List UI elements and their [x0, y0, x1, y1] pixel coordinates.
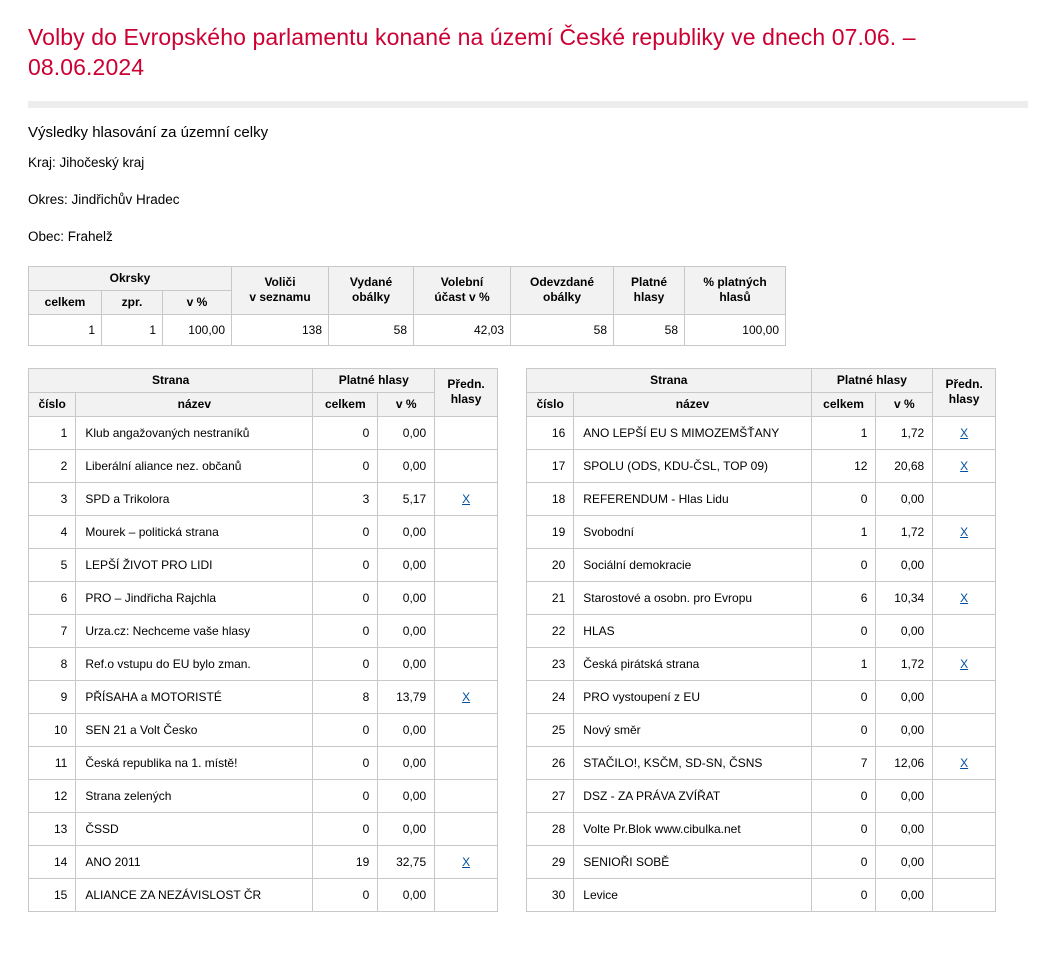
- cell-party-votes: 0: [811, 713, 876, 746]
- table-row: [29, 515, 498, 548]
- cell-party-votes: 8: [313, 680, 378, 713]
- cell-party-number: 20: [527, 548, 574, 581]
- cell-party-name: Klub angažovaných nestraníků: [76, 416, 313, 449]
- cell-party-name: Mourek – politická strana: [76, 515, 313, 548]
- cell-party-name: SPD a Trikolora: [76, 482, 313, 515]
- cell-precincts-total: 1: [29, 314, 102, 345]
- cell-party-pct: 1,72: [876, 515, 933, 548]
- header-valid-pct-line2: hlasů: [719, 290, 751, 305]
- table-row: [527, 647, 996, 680]
- cell-preferential-votes[interactable]: [933, 647, 996, 680]
- header-returned-line2: obálky: [542, 290, 581, 305]
- cell-party-number: 5: [29, 548, 76, 581]
- table-row: [29, 812, 498, 845]
- table-row: [29, 482, 498, 515]
- cell-party-votes: 0: [313, 647, 378, 680]
- cell-party-votes: 0: [313, 812, 378, 845]
- party-rows-left: [29, 416, 498, 911]
- cell-preferential-votes: [435, 581, 498, 614]
- location-municipality: Obec: Frahelž: [28, 228, 113, 244]
- cell-valid-votes-pct: 100,00: [685, 314, 786, 345]
- cell-party-name: Sociální demokracie: [574, 548, 811, 581]
- cell-party-pct: 0,00: [876, 614, 933, 647]
- header-issued-envelopes: [329, 266, 414, 314]
- table-row: [29, 845, 498, 878]
- table-row: [527, 878, 996, 911]
- cell-party-name: Liberální aliance nez. občanů: [76, 449, 313, 482]
- cell-preferential-votes: [933, 548, 996, 581]
- header-pref-line2: hlasy: [948, 392, 980, 407]
- cell-party-number: 7: [29, 614, 76, 647]
- table-row: [527, 416, 996, 449]
- table-row: [29, 416, 498, 449]
- cell-party-name: Česká pirátská strana: [574, 647, 811, 680]
- cell-party-pct: 0,00: [378, 449, 435, 482]
- header-valid-pct-line1: % platných: [703, 275, 767, 290]
- cell-party-votes: 0: [313, 548, 378, 581]
- cell-party-number: 24: [527, 680, 574, 713]
- title-divider: [28, 101, 1028, 108]
- table-header-row: [527, 368, 996, 392]
- party-rows-right: [527, 416, 996, 911]
- cell-preferential-votes[interactable]: [435, 482, 498, 515]
- header-okrsky-group: Okrsky: [29, 266, 232, 290]
- table-row: [527, 515, 996, 548]
- table-row: [29, 878, 498, 911]
- header-party-group-left: Strana: [29, 368, 313, 392]
- cell-valid-votes: 58: [614, 314, 685, 345]
- cell-preferential-votes: [933, 713, 996, 746]
- cell-party-votes: 12: [811, 449, 876, 482]
- header-party-name-right: název: [574, 392, 811, 416]
- header-party-number-left: číslo: [29, 392, 76, 416]
- table-row: [527, 812, 996, 845]
- header-valid-votes-group-left: Platné hlasy: [313, 368, 435, 392]
- cell-party-name: ANO LEPŠÍ EU S MIMOZEMŠŤANY: [574, 416, 811, 449]
- cell-party-number: 22: [527, 614, 574, 647]
- header-valid-votes-group-right: Platné hlasy: [811, 368, 933, 392]
- page-title: Volby do Evropského parlamentu konané na území České republiky ve dnech 07.06. – 08.06.2024: [28, 24, 916, 81]
- table-row: [29, 746, 498, 779]
- cell-party-votes: 0: [811, 878, 876, 911]
- header-party-votes-left: celkem: [313, 392, 378, 416]
- table-header-subrow: [29, 392, 498, 416]
- cell-party-number: 11: [29, 746, 76, 779]
- cell-party-name: Ref.o vstupu do EU bylo zman.: [76, 647, 313, 680]
- cell-preferential-votes: [435, 614, 498, 647]
- header-valid-votes: [614, 266, 685, 314]
- party-results-section: [28, 368, 1023, 912]
- cell-party-votes: 19: [313, 845, 378, 878]
- cell-party-pct: 0,00: [378, 713, 435, 746]
- cell-party-votes: 0: [313, 614, 378, 647]
- cell-precincts-pct: 100,00: [163, 314, 232, 345]
- cell-party-name: Urza.cz: Nechceme vaše hlasy: [76, 614, 313, 647]
- cell-preferential-votes: [933, 812, 996, 845]
- table-header-row: [29, 368, 498, 392]
- cell-party-number: 10: [29, 713, 76, 746]
- cell-party-pct: 0,00: [876, 779, 933, 812]
- cell-preferential-votes[interactable]: [933, 416, 996, 449]
- table-header-subrow: [527, 392, 996, 416]
- cell-party-pct: 0,00: [378, 812, 435, 845]
- header-returned-line1: Odevzdané: [529, 275, 595, 290]
- header-turnout-line2: účast v %: [434, 290, 490, 305]
- table-header-row: [29, 266, 786, 290]
- cell-party-votes: 0: [811, 680, 876, 713]
- header-precincts-pct: v %: [163, 290, 232, 314]
- cell-party-number: 15: [29, 878, 76, 911]
- cell-party-pct: 0,00: [876, 878, 933, 911]
- header-pref-line1: Předn.: [945, 377, 983, 392]
- cell-party-number: 8: [29, 647, 76, 680]
- cell-party-pct: 1,72: [876, 647, 933, 680]
- preferential-votes-link[interactable]: X: [960, 524, 969, 539]
- table-row: [527, 482, 996, 515]
- cell-party-votes: 0: [811, 779, 876, 812]
- cell-party-votes: 1: [811, 647, 876, 680]
- header-preferential-votes-right: [933, 368, 996, 416]
- cell-party-pct: 32,75: [378, 845, 435, 878]
- cell-party-name: DSZ - ZA PRÁVA ZVÍŘAT: [574, 779, 811, 812]
- cell-party-name: LEPŠÍ ŽIVOT PRO LIDI: [76, 548, 313, 581]
- cell-party-number: 4: [29, 515, 76, 548]
- header-voters-line2: v seznamu: [249, 290, 311, 305]
- table-row: [527, 449, 996, 482]
- header-turnout-line1: Volební: [440, 275, 484, 290]
- cell-party-votes: 0: [811, 845, 876, 878]
- cell-party-pct: 5,17: [378, 482, 435, 515]
- cell-party-pct: 0,00: [378, 581, 435, 614]
- location-region: Kraj: Jihočeský kraj: [28, 154, 145, 170]
- cell-party-number: 14: [29, 845, 76, 878]
- cell-party-votes: 0: [313, 449, 378, 482]
- preferential-votes-link[interactable]: X: [960, 656, 969, 671]
- cell-party-votes: 6: [811, 581, 876, 614]
- cell-preferential-votes: [933, 878, 996, 911]
- cell-party-number: 1: [29, 416, 76, 449]
- header-precincts-total: celkem: [29, 290, 102, 314]
- preferential-votes-link[interactable]: X: [462, 491, 471, 506]
- cell-party-number: 29: [527, 845, 574, 878]
- cell-preferential-votes: [435, 746, 498, 779]
- cell-preferential-votes: [435, 515, 498, 548]
- cell-party-pct: 0,00: [378, 548, 435, 581]
- party-results-table-left: [28, 368, 498, 912]
- cell-party-pct: 0,00: [378, 416, 435, 449]
- table-row: [527, 548, 996, 581]
- cell-party-pct: 13,79: [378, 680, 435, 713]
- cell-party-votes: 1: [811, 515, 876, 548]
- header-pref-line1: Předn.: [447, 377, 485, 392]
- cell-party-name: SPOLU (ODS, KDU-ČSL, TOP 09): [574, 449, 811, 482]
- header-party-votes-right: celkem: [811, 392, 876, 416]
- cell-party-votes: 0: [313, 581, 378, 614]
- cell-party-votes: 0: [811, 548, 876, 581]
- cell-party-number: 2: [29, 449, 76, 482]
- cell-party-name: PŘÍSAHA a MOTORISTÉ: [76, 680, 313, 713]
- table-row: [527, 779, 996, 812]
- header-voters-in-list: [232, 266, 329, 314]
- cell-preferential-votes[interactable]: [933, 746, 996, 779]
- preferential-votes-link[interactable]: X: [960, 425, 969, 440]
- cell-party-number: 9: [29, 680, 76, 713]
- cell-party-votes: 0: [313, 713, 378, 746]
- table-row: [527, 614, 996, 647]
- cell-party-votes: 0: [811, 812, 876, 845]
- header-turnout: [414, 266, 511, 314]
- cell-party-number: 26: [527, 746, 574, 779]
- table-row: [527, 581, 996, 614]
- table-row: [29, 680, 498, 713]
- cell-party-name: Svobodní: [574, 515, 811, 548]
- cell-party-pct: 0,00: [876, 845, 933, 878]
- header-pref-line2: hlasy: [450, 392, 482, 407]
- cell-party-number: 19: [527, 515, 574, 548]
- table-row: [527, 680, 996, 713]
- table-row: [527, 713, 996, 746]
- cell-preferential-votes: [933, 845, 996, 878]
- cell-party-name: REFERENDUM - Hlas Lidu: [574, 482, 811, 515]
- cell-party-number: 23: [527, 647, 574, 680]
- cell-preferential-votes: [933, 614, 996, 647]
- header-preferential-votes-left: [435, 368, 498, 416]
- preferential-votes-link[interactable]: X: [462, 854, 471, 869]
- turnout-summary-table: [28, 266, 786, 346]
- table-row: [527, 746, 996, 779]
- cell-party-pct: 0,00: [876, 548, 933, 581]
- cell-party-pct: 0,00: [378, 779, 435, 812]
- cell-preferential-votes: [435, 449, 498, 482]
- header-valid-line2: hlasy: [633, 290, 665, 305]
- cell-preferential-votes[interactable]: [933, 581, 996, 614]
- table-row: [29, 449, 498, 482]
- table-row: [527, 845, 996, 878]
- table-row: [29, 647, 498, 680]
- cell-party-number: 12: [29, 779, 76, 812]
- header-issued-line1: Vydané: [349, 275, 393, 290]
- cell-preferential-votes[interactable]: [933, 515, 996, 548]
- header-valid-pct: [685, 266, 786, 314]
- cell-preferential-votes[interactable]: [435, 680, 498, 713]
- cell-party-name: Nový směr: [574, 713, 811, 746]
- cell-preferential-votes: [435, 812, 498, 845]
- cell-preferential-votes[interactable]: [933, 449, 996, 482]
- cell-preferential-votes: [933, 680, 996, 713]
- preferential-votes-link[interactable]: X: [960, 458, 969, 473]
- cell-party-votes: 0: [313, 416, 378, 449]
- cell-party-pct: 20,68: [876, 449, 933, 482]
- cell-preferential-votes: [435, 713, 498, 746]
- table-row: [29, 581, 498, 614]
- cell-party-votes: 0: [811, 614, 876, 647]
- cell-returned-envelopes: 58: [511, 314, 614, 345]
- header-precincts-processed: zpr.: [102, 290, 163, 314]
- cell-party-number: 21: [527, 581, 574, 614]
- cell-party-pct: 12,06: [876, 746, 933, 779]
- cell-party-pct: 0,00: [378, 878, 435, 911]
- header-party-pct-left: v %: [378, 392, 435, 416]
- table-row: [29, 614, 498, 647]
- cell-preferential-votes: [435, 647, 498, 680]
- cell-party-votes: 7: [811, 746, 876, 779]
- cell-party-pct: 0,00: [876, 713, 933, 746]
- cell-preferential-votes[interactable]: [435, 845, 498, 878]
- header-issued-line2: obálky: [351, 290, 390, 305]
- cell-party-name: STAČILO!, KSČM, SD-SN, ČSNS: [574, 746, 811, 779]
- header-party-group-right: Strana: [527, 368, 812, 392]
- table-row: [29, 314, 786, 345]
- cell-precincts-processed: 1: [102, 314, 163, 345]
- table-row: [29, 713, 498, 746]
- location-district: Okres: Jindřichův Hradec: [28, 191, 180, 207]
- cell-party-number: 6: [29, 581, 76, 614]
- summary-table-wrapper: [28, 266, 1023, 346]
- cell-party-number: 3: [29, 482, 76, 515]
- header-party-name-left: název: [76, 392, 313, 416]
- cell-preferential-votes: [435, 878, 498, 911]
- cell-party-votes: 0: [313, 515, 378, 548]
- cell-party-pct: 0,00: [876, 482, 933, 515]
- cell-party-number: 25: [527, 713, 574, 746]
- cell-party-pct: 0,00: [378, 515, 435, 548]
- party-results-table-right: [526, 368, 996, 912]
- header-valid-line1: Platné: [630, 275, 667, 290]
- cell-party-number: 30: [527, 878, 574, 911]
- table-row: [29, 548, 498, 581]
- cell-party-name: SEN 21 a Volt Česko: [76, 713, 313, 746]
- preferential-votes-link[interactable]: X: [960, 755, 969, 770]
- cell-party-number: 13: [29, 812, 76, 845]
- cell-party-number: 16: [527, 416, 574, 449]
- cell-turnout-pct: 42,03: [414, 314, 511, 345]
- cell-party-pct: 0,00: [378, 746, 435, 779]
- cell-party-name: PRO – Jindřicha Rajchla: [76, 581, 313, 614]
- cell-party-name: ALIANCE ZA NEZÁVISLOST ČR: [76, 878, 313, 911]
- header-party-pct-right: v %: [876, 392, 933, 416]
- cell-party-number: 27: [527, 779, 574, 812]
- cell-party-pct: 1,72: [876, 416, 933, 449]
- cell-party-name: SENIOŘI SOBĚ: [574, 845, 811, 878]
- cell-party-number: 18: [527, 482, 574, 515]
- cell-preferential-votes: [933, 482, 996, 515]
- cell-party-votes: 0: [313, 746, 378, 779]
- cell-party-number: 17: [527, 449, 574, 482]
- cell-party-votes: 3: [313, 482, 378, 515]
- cell-party-name: ČSSD: [76, 812, 313, 845]
- header-returned-envelopes: [511, 266, 614, 314]
- cell-party-name: ANO 2011: [76, 845, 313, 878]
- cell-party-pct: 0,00: [378, 614, 435, 647]
- cell-party-number: 28: [527, 812, 574, 845]
- cell-preferential-votes: [435, 416, 498, 449]
- table-row: [29, 779, 498, 812]
- cell-party-pct: 0,00: [378, 647, 435, 680]
- cell-preferential-votes: [933, 779, 996, 812]
- header-voters-line1: Voliči: [264, 275, 296, 290]
- header-party-number-right: číslo: [527, 392, 574, 416]
- cell-party-name: PRO vystoupení z EU: [574, 680, 811, 713]
- cell-party-name: HLAS: [574, 614, 811, 647]
- cell-party-pct: 0,00: [876, 680, 933, 713]
- preferential-votes-link[interactable]: X: [462, 689, 471, 704]
- preferential-votes-link[interactable]: X: [960, 590, 969, 605]
- cell-party-votes: 0: [313, 878, 378, 911]
- cell-party-name: Strana zelených: [76, 779, 313, 812]
- cell-party-name: Volte Pr.Blok www.cibulka.net: [574, 812, 811, 845]
- cell-party-name: Levice: [574, 878, 811, 911]
- cell-preferential-votes: [435, 548, 498, 581]
- cell-party-votes: 0: [313, 779, 378, 812]
- cell-party-name: Starostové a osobn. pro Evropu: [574, 581, 811, 614]
- cell-party-votes: 0: [811, 482, 876, 515]
- cell-issued-envelopes: 58: [329, 314, 414, 345]
- results-subtitle: Výsledky hlasování za územní celky: [28, 123, 269, 141]
- cell-party-pct: 10,34: [876, 581, 933, 614]
- cell-party-name: Česká republika na 1. místě!: [76, 746, 313, 779]
- cell-party-votes: 1: [811, 416, 876, 449]
- cell-preferential-votes: [435, 779, 498, 812]
- cell-party-pct: 0,00: [876, 812, 933, 845]
- cell-voters-in-list: 138: [232, 314, 329, 345]
